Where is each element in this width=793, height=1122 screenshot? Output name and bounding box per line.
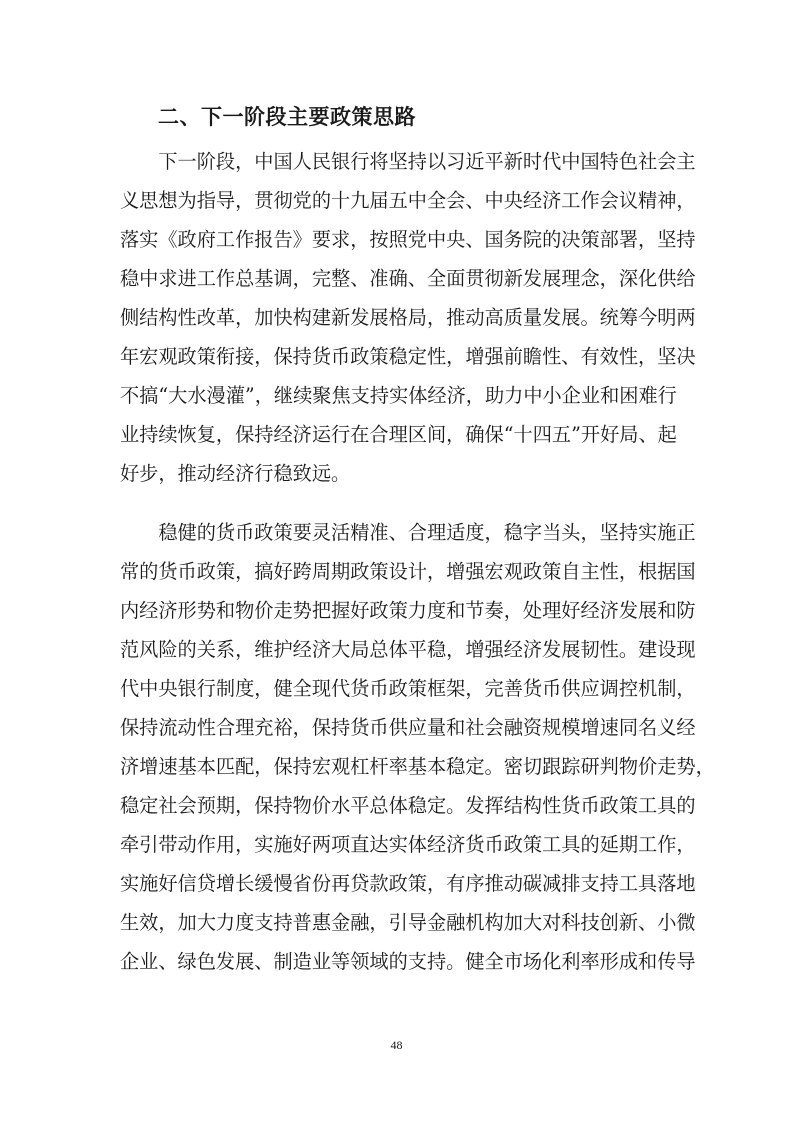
paragraph-line: 业持续恢复，保持经济运行在合理区间，确保“十四五”开好局、起 [120,423,677,446]
paragraph-line: 年宏观政策衔接，保持货币政策稳定性，增强前瞻性、有效性，坚决 [120,345,696,368]
paragraph-line: 企业、绿色发展、制造业等领域的支持。健全市场化利率形成和传导 [120,950,696,973]
paragraph-line: 下一阶段，中国人民银行将坚持以习近平新时代中国特色社会主 [120,150,696,173]
paragraph-line: 稳健的货币政策要灵活精准、合理适度，稳字当头，坚持实施正 [120,521,696,544]
paragraph-line: 生效，加大力度支持普惠金融，引导金融机构加大对科技创新、小微 [120,911,696,934]
paragraph-line: 实施好信贷增长缓慢省份再贷款政策，有序推动碳减排支持工具落地 [120,872,696,895]
paragraph-line: 稳中求进工作总基调，完整、准确、全面贯彻新发展理念，深化供给 [120,267,696,290]
section-heading: 二、下一阶段主要政策思路 [158,105,416,129]
paragraph-line: 范风险的关系，维护经济大局总体平稳，增强经济发展韧性。建设现 [120,638,696,661]
paragraph-line: 代中央银行制度，健全现代货币政策框架，完善货币供应调控机制， [120,677,696,700]
paragraph-line: 牵引带动作用，实施好两项直达实体经济货币政策工具的延期工作， [120,833,696,856]
paragraph-line: 侧结构性改革，加快构建新发展格局，推动高质量发展。统筹今明两 [120,306,696,329]
paragraph-line: 义思想为指导，贯彻党的十九届五中全会、中央经济工作会议精神， [120,189,696,212]
paragraph-line: 落实《政府工作报告》要求，按照党中央、国务院的决策部署，坚持 [120,228,696,251]
paragraph-line: 保持流动性合理充裕，保持货币供应量和社会融资规模增速同名义经 [120,716,696,739]
paragraph-line: 济增速基本匹配，保持宏观杠杆率基本稳定。密切跟踪研判物价走势， [120,755,715,778]
paragraph-next-stage-overview [120,142,696,493]
paragraph-line: 稳定社会预期，保持物价水平总体稳定。发挥结构性货币政策工具的 [120,794,696,817]
paragraph-monetary-policy [120,513,715,981]
paragraph-line: 常的货币政策，搞好跨周期政策设计，增强宏观政策自主性，根据国 [120,560,696,583]
paragraph-line: 内经济形势和物价走势把握好政策力度和节奏，处理好经济发展和防 [120,599,696,622]
paragraph-line: 好步，推动经济行稳致远。 [120,462,351,485]
paragraph-line: 不搞“大水漫灌”，继续聚焦支持实体经济，助力中小企业和困难行 [120,384,677,407]
page-number: 48 [390,1038,403,1052]
